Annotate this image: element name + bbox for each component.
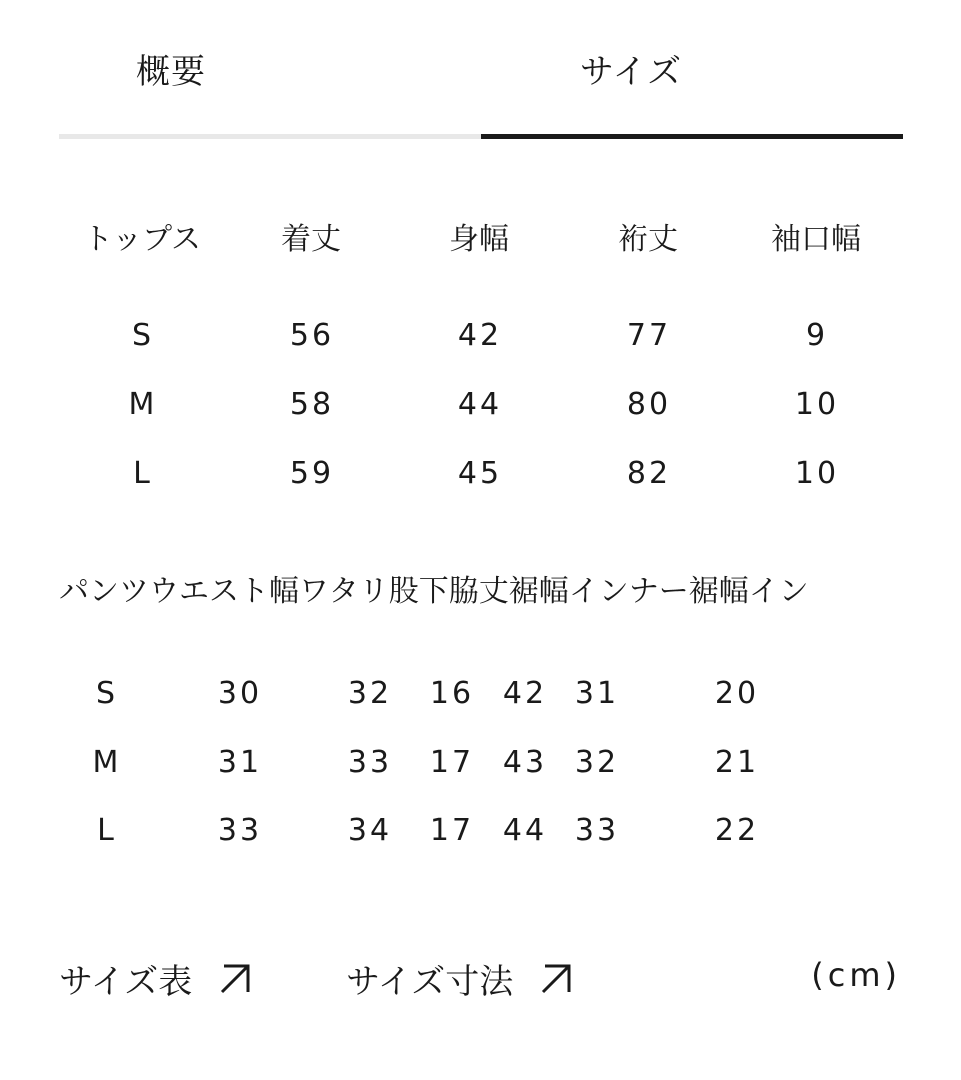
table-cell: 33: [347, 745, 393, 780]
size-chart-link-label: サイズ表: [59, 962, 193, 1002]
table-cell: 17: [429, 813, 475, 848]
table-row: [0, 318, 961, 358]
size-label: M: [92, 745, 122, 780]
size-label: L: [97, 813, 117, 848]
table-row: [0, 745, 961, 785]
tab-overview[interactable]: [59, 0, 481, 140]
table-cell: 59: [289, 456, 335, 491]
tops-header-sleeve: 裄丈: [618, 222, 678, 257]
tops-header-label: トップス: [83, 222, 201, 257]
tops-header-length: 着丈: [281, 222, 341, 257]
tab-size-label: サイズ: [579, 52, 683, 92]
tops-header-width: 身幅: [449, 222, 509, 257]
table-cell: 58: [289, 387, 335, 422]
size-label: S: [95, 676, 119, 711]
size-measure-link-label: サイズ寸法: [346, 962, 514, 1002]
table-row: [0, 456, 961, 496]
table-cell: 34: [347, 813, 393, 848]
size-measure-link[interactable]: [346, 954, 573, 1003]
table-cell: 77: [626, 318, 672, 353]
table-cell: 33: [574, 813, 620, 848]
footer: [59, 954, 903, 1002]
table-cell: 82: [626, 456, 672, 491]
table-cell: 10: [794, 387, 840, 422]
size-label: S: [131, 318, 155, 353]
table-cell: 17: [429, 745, 475, 780]
table-cell: 31: [217, 745, 263, 780]
table-cell: 31: [574, 676, 620, 711]
arrow-up-right-icon: [539, 962, 573, 996]
table-cell: 9: [805, 318, 829, 353]
pants-header-row: パンツウエスト幅ワタリ股下脇丈裾幅インナー裾幅イン: [59, 574, 809, 609]
unit-label: (cm): [811, 956, 901, 994]
table-cell: 20: [714, 676, 760, 711]
table-cell: 44: [502, 813, 548, 848]
tab-overview-label: 概要: [136, 52, 206, 92]
table-row: [0, 813, 961, 853]
arrow-up-right-icon: [218, 962, 252, 996]
table-cell: 80: [626, 387, 672, 422]
tab-size-indicator: [481, 134, 903, 139]
table-cell: 44: [457, 387, 503, 422]
table-cell: 33: [217, 813, 263, 848]
table-cell: 30: [217, 676, 263, 711]
table-row: [0, 387, 961, 427]
tab-overview-indicator: [59, 134, 481, 139]
table-cell: 16: [429, 676, 475, 711]
size-label: L: [133, 456, 153, 491]
table-cell: 56: [289, 318, 335, 353]
table-cell: 32: [347, 676, 393, 711]
table-cell: 42: [457, 318, 503, 353]
size-chart-link[interactable]: [59, 954, 252, 1003]
table-row: [0, 676, 961, 716]
table-cell: 10: [794, 456, 840, 491]
table-cell: 45: [457, 456, 503, 491]
tab-bar: [59, 0, 903, 140]
table-cell: 32: [574, 745, 620, 780]
table-cell: 22: [714, 813, 760, 848]
tops-header-row: [0, 214, 961, 257]
table-cell: 21: [714, 745, 760, 780]
tops-header-cuff: 袖口幅: [771, 222, 861, 257]
table-cell: 42: [502, 676, 548, 711]
size-label: M: [128, 387, 158, 422]
tab-size[interactable]: [481, 0, 903, 140]
table-cell: 43: [502, 745, 548, 780]
